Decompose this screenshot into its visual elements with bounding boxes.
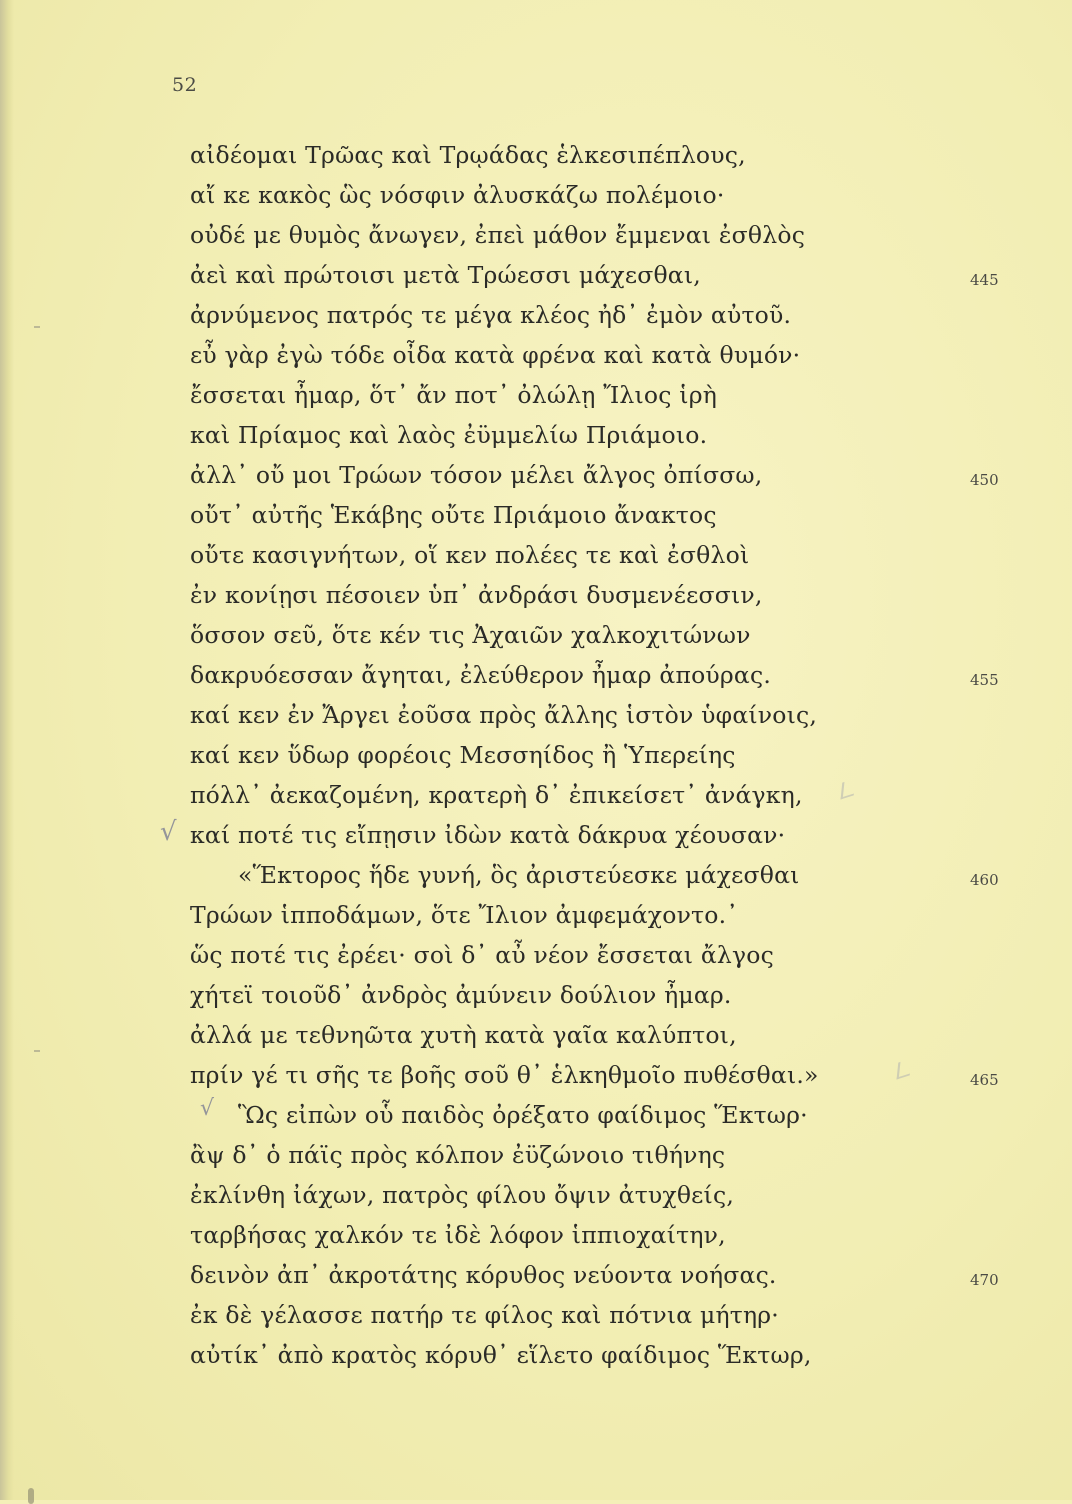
margin-mark (34, 326, 40, 328)
verse-line: εὖ γὰρ ἐγὼ τόδε οἶδα κατὰ φρένα καὶ κατὰ θυμόν· (190, 341, 801, 369)
verse-line: δακρυόεσσαν ἄγηται, ἐλεύθερον ἦμαρ ἀπούρας. (190, 661, 772, 689)
check-mark-icon: √ (200, 1096, 215, 1121)
verse-line: αἴ κε κακὸς ὣς νόσφιν ἀλυσκάζω πολέμοιο· (190, 181, 725, 209)
verse-line: ὥς ποτέ τις ἐρέει· σοὶ δ᾽ αὖ νέον ἔσσεται ἄλγος (190, 941, 774, 969)
verse-line: καί κεν ὕδωρ φορέοις Μεσσηίδος ἢ Ὑπερείης (190, 741, 736, 769)
verse-line: ἐκ δὲ γέλασσε πατήρ τε φίλος καὶ πότνια μήτηρ· (190, 1301, 779, 1329)
margin-stain (28, 1488, 34, 1504)
verse-line: ἀεὶ καὶ πρώτοισι μετὰ Τρώεσσι μάχεσθαι, (190, 261, 701, 289)
line-number: 470 (970, 1271, 999, 1289)
verse-line: Ὣς εἰπὼν οὗ παιδὸς ὀρέξατο φαίδιμος Ἕκτωρ· (238, 1101, 808, 1129)
verse-line: καί ποτέ τις εἴπῃσιν ἰδὼν κατὰ δάκρυα χέουσαν· (190, 821, 786, 849)
check-mark-icon: √ (160, 817, 177, 847)
line-number: 450 (970, 471, 999, 489)
verse-line: ἐκλίνθη ἰάχων, πατρὸς φίλου ὄψιν ἀτυχθείς, (190, 1181, 734, 1209)
verse-line: χήτεϊ τοιοῦδ᾽ ἀνδρὸς ἀμύνειν δούλιον ἦμαρ. (190, 981, 732, 1009)
verse-line: καί κεν ἐν Ἄργει ἐοῦσα πρὸς ἄλλης ἱστὸν ὑφαίνοις, (190, 701, 818, 729)
line-number: 465 (970, 1071, 999, 1089)
verse-line: αὐτίκ᾽ ἀπὸ κρατὸς κόρυθ᾽ εἵλετο φαίδιμος Ἕκτωρ, (190, 1341, 812, 1369)
verse-line: ἐν κονίῃσι πέσοιεν ὑπ᾽ ἀνδράσι δυσμενέεσσιν, (190, 581, 763, 609)
verse-line: ἀρνύμενος πατρός τε μέγα κλέος ἠδ᾽ ἐμὸν αὐτοῦ. (190, 301, 792, 329)
page-number: 52 (172, 74, 198, 96)
verse-line: ὅσσον σεῦ, ὅτε κέν τις Ἀχαιῶν χαλκοχιτώνων (190, 621, 751, 649)
verse-line: οὔτ᾽ αὐτῆς Ἑκάβης οὔτε Πριάμοιο ἄνακτος (190, 501, 717, 529)
verse-line: ἔσσεται ἦμαρ, ὅτ᾽ ἄν ποτ᾽ ὀλώλῃ Ἴλιος ἱρὴ (190, 381, 718, 409)
verse-line: αἰδέομαι Τρῶας καὶ Τρῳάδας ἑλκεσιπέπλους, (190, 141, 746, 169)
line-number: 460 (970, 871, 999, 889)
verse-line: ἀλλά με τεθνηῶτα χυτὴ κατὰ γαῖα καλύπτοι, (190, 1021, 737, 1049)
verse-line: «Ἕκτορος ἥδε γυνή, ὃς ἀριστεύεσκε μάχεσθαι (238, 861, 800, 889)
line-number: 455 (970, 671, 999, 689)
verse-line: πρίν γέ τι σῆς τε βοῆς σοῦ θ᾽ ἑλκηθμοῖο πυθέσθαι.» (190, 1061, 819, 1089)
verse-line: καὶ Πρίαμος καὶ λαὸς ἐϋμμελίω Πριάμοιο. (190, 421, 708, 449)
verse-line: δεινὸν ἀπ᾽ ἀκροτάτης κόρυθος νεύοντα νοήσας. (190, 1261, 777, 1289)
verse-line: οὐδέ με θυμὸς ἄνωγεν, ἐπεὶ μάθον ἔμμεναι ἐσθλὸς (190, 221, 806, 249)
verse-line: ἂψ δ᾽ ὁ πάϊς πρὸς κόλπον ἐϋζώνοιο τιθήνης (190, 1141, 726, 1169)
verse-line: ταρβήσας χαλκόν τε ἰδὲ λόφον ἱππιοχαίτην, (190, 1221, 726, 1249)
verse-line: Τρώων ἱπποδάμων, ὅτε Ἴλιον ἀμφεμάχοντο.᾽ (190, 901, 739, 929)
verse-line: πόλλ᾽ ἀεκαζομένη, κρατερὴ δ᾽ ἐπικείσετ᾽ ἀνάγκη, (190, 781, 803, 809)
verse-line: οὔτε κασιγνήτων, οἵ κεν πολέες τε καὶ ἐσθλοὶ (190, 541, 750, 569)
margin-mark (34, 1050, 40, 1052)
verse-line: ἀλλ᾽ οὔ μοι Τρώων τόσον μέλει ἄλγος ὀπίσσω, (190, 461, 763, 489)
line-number: 445 (970, 271, 999, 289)
